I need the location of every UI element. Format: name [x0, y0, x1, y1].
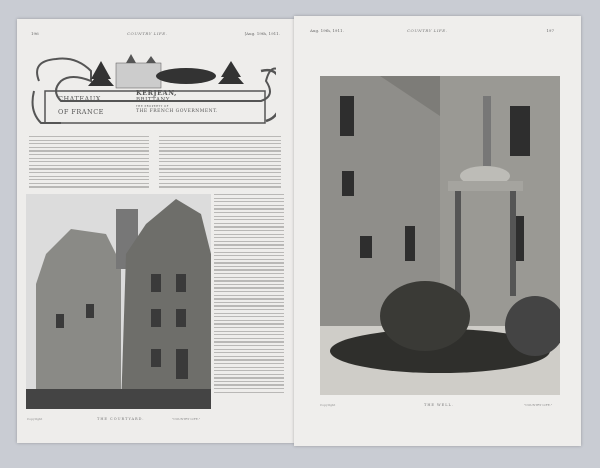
photo-credit-right: "COUNTRY LIFE."	[524, 403, 553, 407]
text-column-3	[214, 194, 284, 395]
page-number: 196	[31, 31, 39, 36]
running-head: COUNTRY LIFE.	[127, 31, 168, 36]
series-title-line1: CHATEAUX	[58, 95, 101, 103]
series-title-line2: OF FRANCE	[58, 108, 104, 116]
owner-prefix: THE PROPERTY OF	[136, 105, 169, 108]
chateau-region: BRITTANY.	[136, 97, 172, 103]
photo-credit-left: Copyright	[320, 403, 336, 407]
chateau-name: KERJEAN,	[136, 89, 177, 97]
owner-name: THE FRENCH GOVERNMENT.	[136, 109, 218, 114]
text-column-2	[159, 136, 281, 190]
running-head: COUNTRY LIFE.	[407, 28, 448, 33]
courtyard-photo	[26, 194, 211, 409]
right-page	[294, 16, 581, 446]
left-page	[17, 19, 294, 443]
photo-caption: THE COURTYARD.	[97, 417, 145, 421]
text-column-1	[29, 136, 149, 190]
issue-date: [Aug. 19th, 1911.	[244, 31, 280, 36]
issue-date: Aug. 19th, 1911.	[310, 28, 344, 33]
title-banner	[31, 51, 276, 125]
photo-caption: THE WELL.	[424, 403, 454, 407]
well-photo	[320, 76, 560, 395]
photo-credit-left: Copyright	[27, 417, 43, 421]
page-number: 197	[546, 28, 554, 33]
photo-credit-right: "COUNTRY LIFE."	[172, 417, 201, 421]
